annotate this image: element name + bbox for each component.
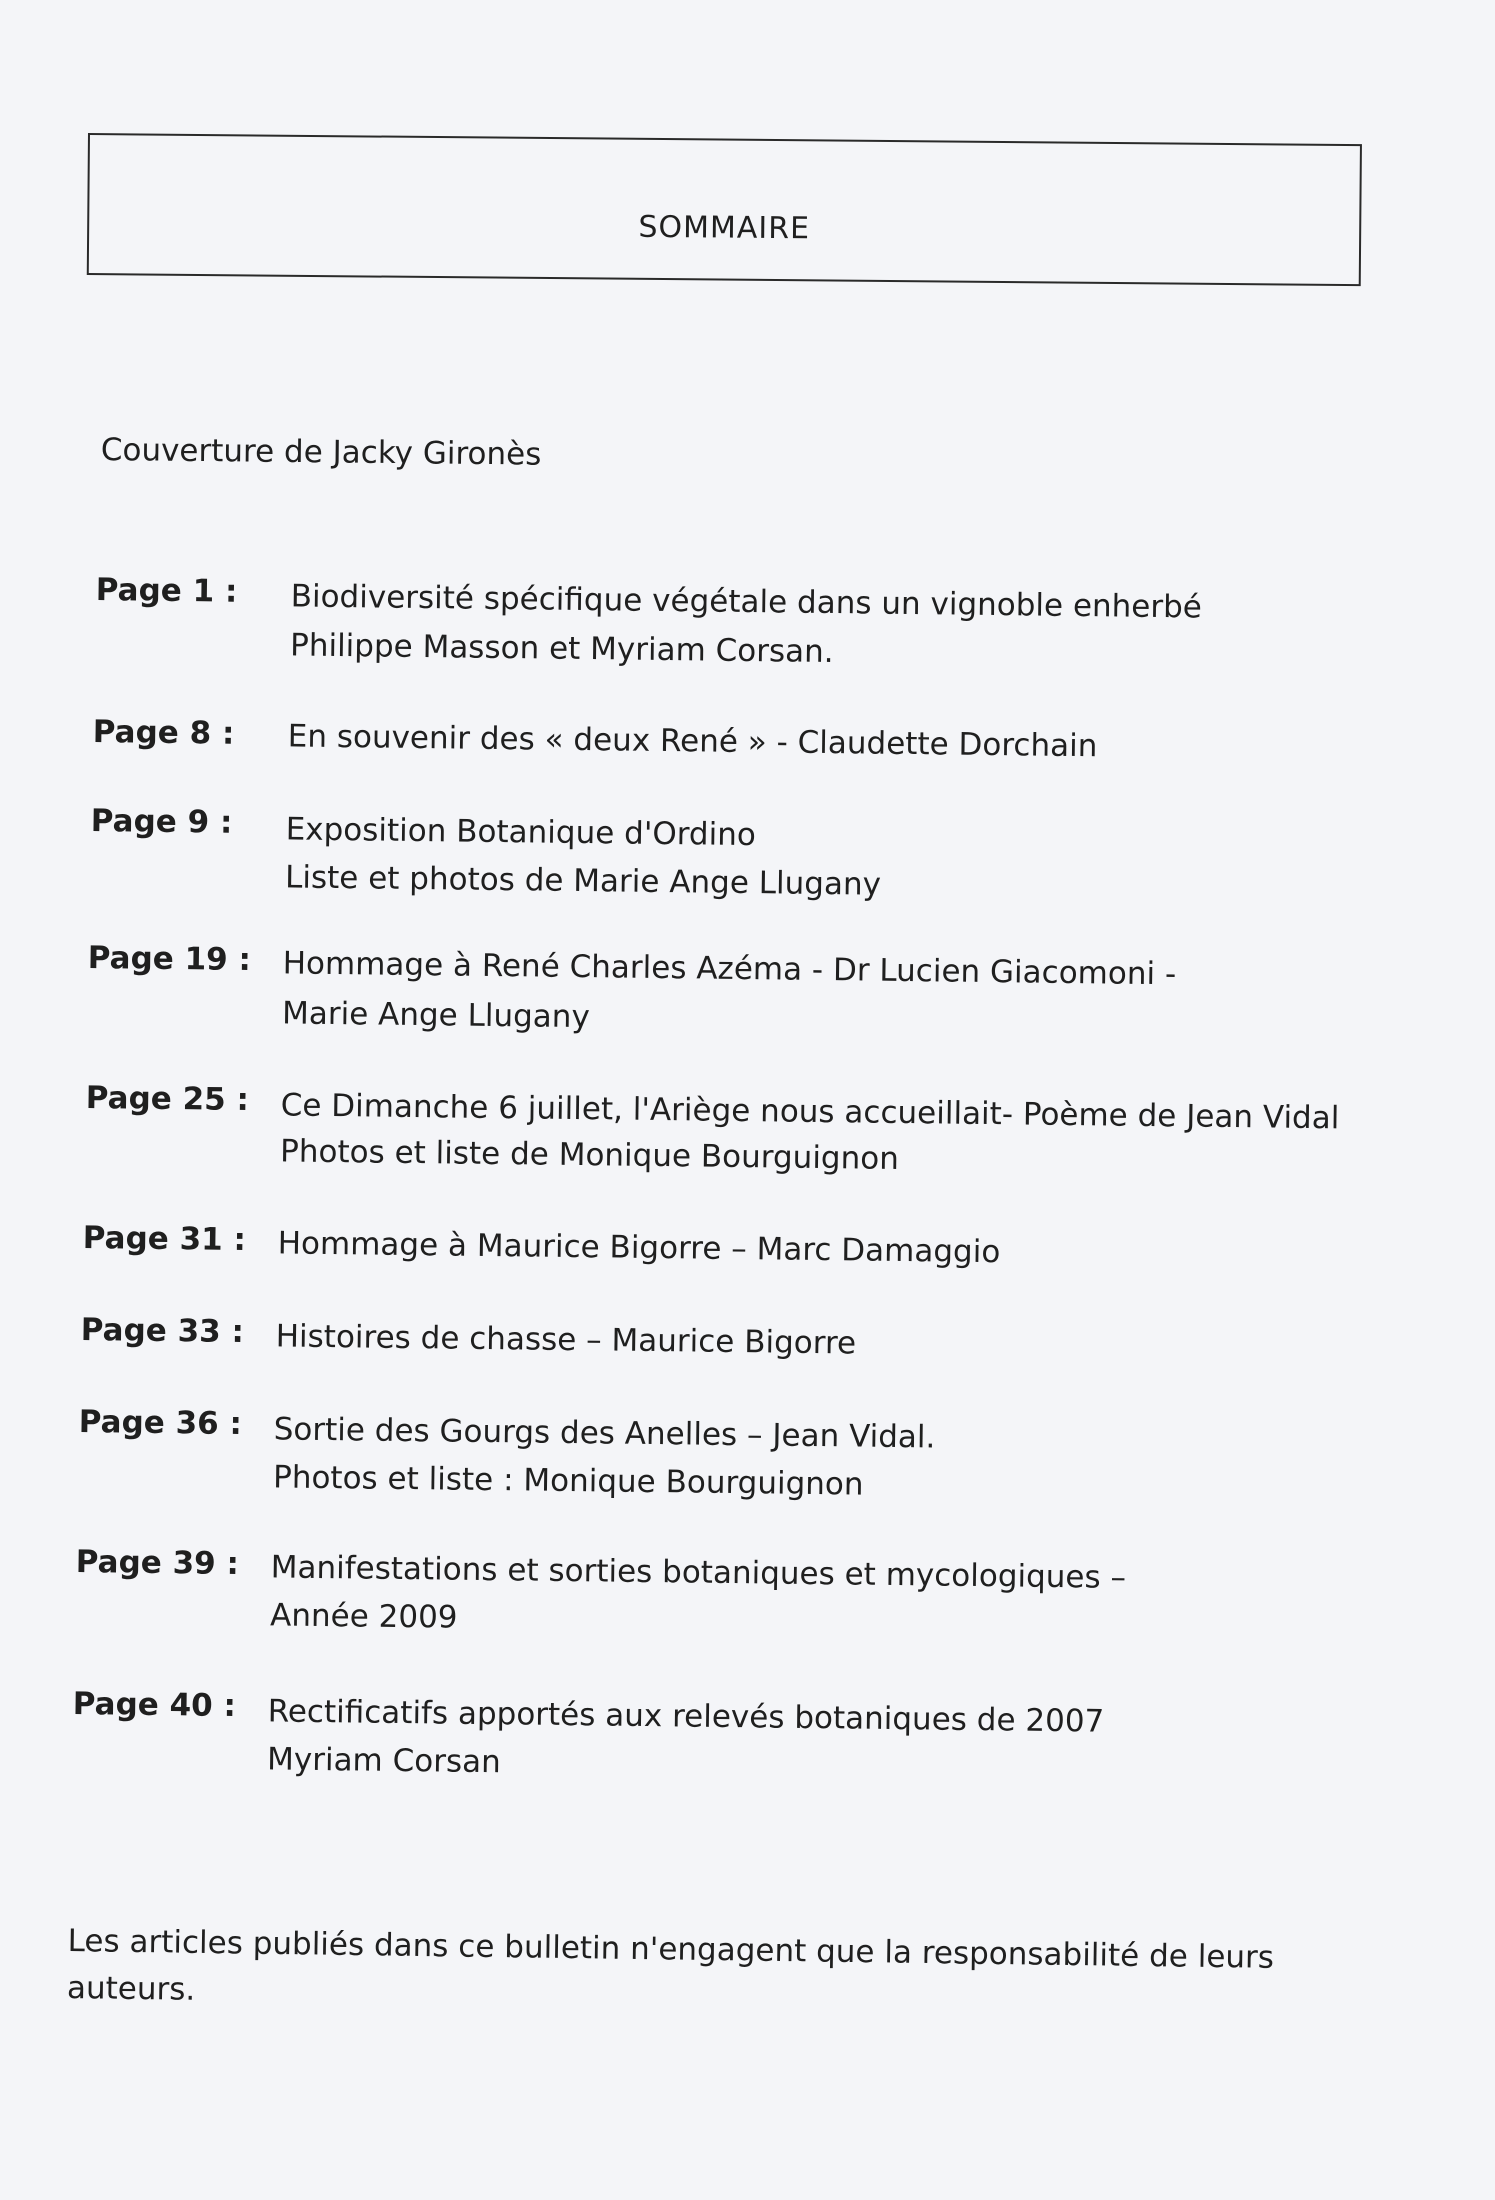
toc-title: Manifestations et sorties botaniques et mycologiques – [270,1549,1127,1596]
toc-subtitle: Photos et liste de Monique Bourguignon [279,1133,900,1177]
footer-note: Les articles publiés dans ce bulletin n'engagent que la responsabilité de leurs auteurs. [66,1922,1275,2008]
toc-title: Histoires de chasse – Maurice Bigorre [275,1318,857,1362]
toc-entry [72,1686,1373,1781]
toc-title: Rectificatifs apportés aux relevés botaniques de 2007 [267,1693,1105,1740]
toc-entry [78,1404,1379,1503]
toc-entry [82,1220,1383,1271]
toc-subtitle: Année 2009 [269,1597,458,1636]
toc-entry [87,940,1388,1036]
toc-page-number: Page 33 : [80,1312,245,1350]
toc-title: Hommage à René Charles Azéma - Dr Lucien Giacomoni - [282,945,1177,993]
toc-subtitle: Myriam Corsan [266,1741,501,1781]
toc-subtitle: Photos et liste : Monique Bourguignon [272,1459,864,1503]
toc-page-number: Page 39 : [75,1544,240,1582]
toc-page-number: Page 40 : [72,1686,237,1724]
title-box [87,133,1362,286]
toc-title: Biodiversité spécifique végétale dans un vignoble enherbé [290,578,1203,626]
toc-page-number: Page 25 : [85,1080,250,1118]
toc-entry [75,1544,1376,1636]
toc-page-number: Page 1 : [95,572,238,610]
toc-page-number: Page 36 : [78,1404,243,1442]
toc-entry [92,714,1393,765]
toc-subtitle: Marie Ange Llugany [281,995,591,1036]
toc-subtitle: Liste et photos de Marie Ange Llugany [284,859,882,903]
toc-title: Hommage à Maurice Bigorre – Marc Damaggio [277,1225,1001,1271]
toc-title: En souvenir des « deux René » - Claudette Dorchain [287,718,1098,765]
toc-entry [85,1080,1386,1177]
toc-subtitle: Philippe Masson et Myriam Corsan. [289,627,834,671]
toc-title: Exposition Botanique d'Ordino [285,811,757,854]
toc-page-number: Page 31 : [82,1220,247,1258]
toc-page-number: Page 8 : [92,714,235,752]
page-title: SOMMAIRE [638,209,811,247]
cover-credit: Couverture de Jacky Gironès [100,432,542,473]
toc-title: Sortie des Gourgs des Anelles – Jean Vidal. [273,1411,936,1456]
toc-title: Ce Dimanche 6 juillet, l'Ariège nous accueillait- Poème de Jean Vidal [280,1087,1340,1137]
toc-page-number: Page 9 : [90,803,233,841]
toc-entry [95,572,1396,671]
toc-entry [90,803,1391,903]
toc-entry [80,1312,1381,1362]
toc-page-number: Page 19 : [87,940,252,978]
